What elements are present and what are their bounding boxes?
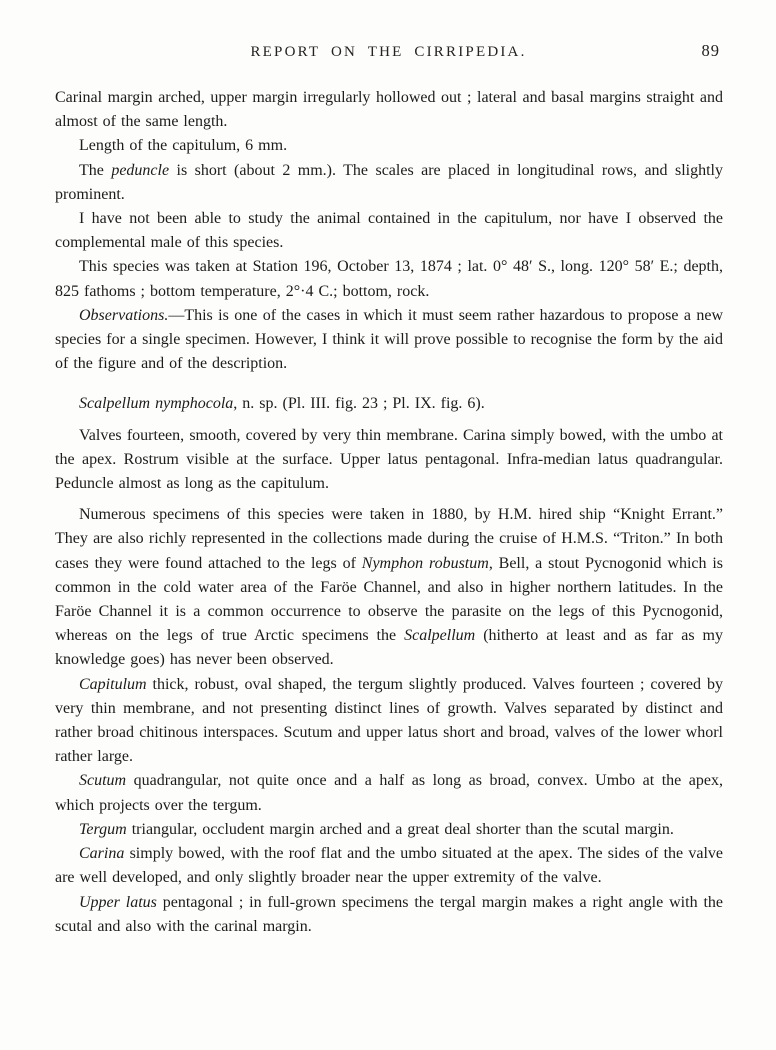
italic-text: Scutum: [79, 772, 127, 790]
italic-text: Upper latus: [79, 893, 157, 911]
paragraph: [55, 255, 723, 303]
text-run: triangular, occludent margin arched and a great deal shorter than the scutal margin.: [126, 820, 674, 838]
italic-text: Scalpellum: [404, 627, 476, 645]
text-run: , Bell, a stout Pycnogonid which is common in the cold water area of the Faröe Channel, and also in higher northern latitudes. In the Faröe Channel it is a common occurrence to observe the parasite on the legs of this Pycnogonid, whereas on the legs of true Arctic specimens the: [55, 554, 724, 645]
text-run: , n. sp. (Pl. III. fig. 23 ; Pl. IX. fig. 6).: [233, 395, 485, 413]
text-run: This species was taken at Station 196, October 13, 1874 ; lat. 0° 48′ S., long. 120° 58′ E.; depth, 825 fathoms ; bottom temperature, 2°·4 C.; bottom, rock.: [55, 258, 723, 300]
text-run: (hitherto at least and as far as my knowledge goes) has never been observed.: [55, 627, 724, 669]
paragraph: [55, 304, 723, 377]
page-body: [55, 86, 723, 939]
text-run: quadrangular, not quite once and a half as long as broad, convex. Umbo at the apex, which projects over the tergum.: [55, 772, 723, 814]
species-heading: [55, 392, 723, 416]
text-run: is short (about 2 mm.). The scales are placed in longitudinal rows, and slightly prominent.: [55, 161, 724, 203]
paragraph: [55, 769, 723, 817]
text-run: —This is one of the cases in which it must seem rather hazardous to propose a new species for a single specimen. However, I think it will prove possible to recognise the form by the aid of the figure and of the description.: [55, 306, 723, 373]
italic-text: Observations.: [79, 306, 169, 324]
paragraph: [55, 134, 723, 158]
paragraph: [55, 891, 723, 939]
text-run: Numerous specimens of this species were taken in 1880, by H.M. hired ship “Knight Errant.” They are also richly represented in the collections made during the cruise of H.M.S. “Triton.” In both cases they were found attached to the legs of: [55, 506, 723, 572]
page-header: [55, 41, 722, 66]
paragraph: [55, 424, 723, 497]
paragraph: [55, 86, 723, 134]
text-run: Carinal margin arched, upper margin irregularly hollowed out ; lateral and basal margins straight and almost of the same length.: [55, 89, 723, 131]
paragraph: [55, 503, 723, 672]
running-title: REPORT ON THE CIRRIPEDIA.: [250, 44, 527, 60]
paragraph: [55, 159, 723, 207]
page-number: 89: [701, 41, 720, 60]
text-run: thick, robust, oval shaped, the tergum slightly produced. Valves fourteen ; covered by very thin membrane, and not presenting distinct lines of growth. Valves separated by distinct and rather broad chitinous interspaces. Scutum and upper latus short and broad, valves of the lower whorl rather large.: [55, 675, 723, 766]
italic-text: Carina: [79, 845, 125, 863]
text-run: I have not been able to study the animal contained in the capitulum, nor have I observed the complemental male of this species.: [55, 210, 723, 252]
text-run: The: [79, 161, 112, 179]
italic-text: Nymphon robustum: [361, 554, 489, 572]
text-run: Valves fourteen, smooth, covered by very thin membrane. Carina simply bowed, with the umbo at the apex. Rostrum visible at the surface. Upper latus pentagonal. Infra-median latus quadrangular. Peduncle almost as long as the capitulum.: [55, 426, 723, 493]
text-run: Length of the capitulum, 6 mm.: [79, 137, 288, 155]
paragraph: [55, 673, 723, 770]
italic-text: peduncle: [111, 161, 170, 179]
text-run: simply bowed, with the roof flat and the umbo situated at the apex. The sides of the valve are well developed, and only slightly broader near the upper extremity of the valve.: [55, 845, 723, 887]
italic-text: Capitulum: [79, 675, 147, 693]
paragraph: [55, 818, 723, 842]
text-run: pentagonal ; in full-grown specimens the tergal margin makes a right angle with the scutal and also with the carinal margin.: [55, 893, 723, 935]
paragraph: [55, 842, 723, 890]
paragraph: [55, 207, 723, 255]
italic-text: Scalpellum nymphocola: [79, 395, 234, 413]
italic-text: Tergum: [79, 820, 127, 838]
